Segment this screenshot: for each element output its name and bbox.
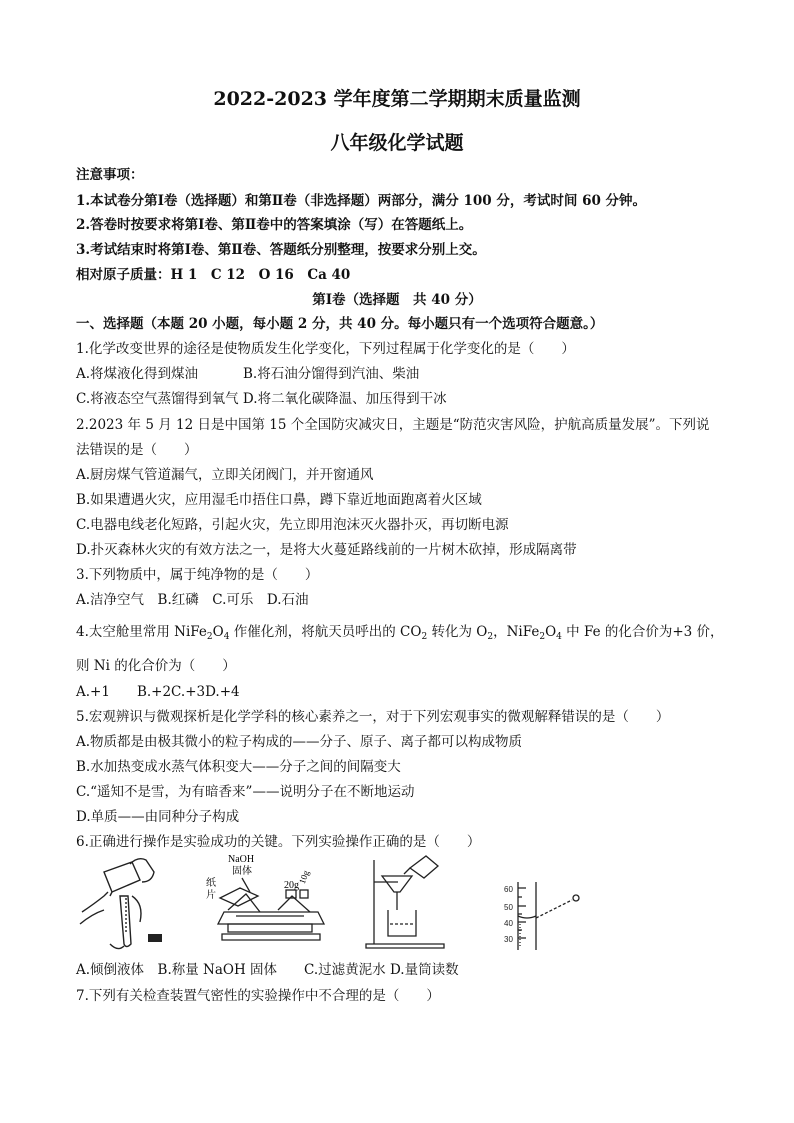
question-6-stem: 6.正确进行操作是实验成功的关键。下列实验操作正确的是（ ）: [76, 834, 481, 850]
question-2-stem-cont: 法错误的是（ ）: [76, 442, 198, 458]
question-1-stem: 1.化学改变世界的途径是使物质发生化学变化，下列过程属于化学变化的是（ ）: [76, 341, 575, 357]
exam-title: 2022-2023 学年度第二学期期末质量监测: [213, 88, 581, 110]
scale-40: 40: [504, 919, 513, 928]
question-5-option-d: D.单质——由同种分子构成: [76, 809, 240, 825]
scale-50: 50: [504, 903, 513, 912]
weight-10g-label: 10g: [296, 869, 312, 886]
question-2-option-d: D.扑灭森林火灾的有效方法之一，是将大火蔓延路线前的一片树木砍掉，形成隔离带: [76, 542, 577, 558]
question-5-stem: 5.宏观辨识与微观探析是化学学科的核心素养之一，对于下列宏观事实的微观解释错误的是（ ）: [76, 709, 670, 725]
notice-item: 1.本试卷分第Ⅰ卷（选择题）和第Ⅱ卷（非选择题）两部分，满分 100 分，考试时间 60 分钟。: [76, 193, 647, 209]
balance-illustration: [200, 850, 340, 950]
filtration-illustration: [360, 852, 450, 952]
figure-pouring-liquid: [74, 852, 174, 952]
section-instruction: 一、选择题（本题 20 小题，每小题 2 分，共 40 分。每小题只有一个选项符合题意。）: [76, 316, 604, 332]
notice-item: 2.答卷时按要求将第Ⅰ卷、第Ⅱ卷中的答案填涂（写）在答题纸上。: [76, 217, 473, 233]
question-1-option-a: A.将煤液化得到煤油: [76, 366, 199, 382]
pouring-liquid-illustration: [74, 852, 174, 952]
question-3-stem: 3.下列物质中，属于纯净物的是（ ）: [76, 567, 319, 583]
section-title: 第Ⅰ卷（选择题 共 40 分）: [312, 292, 482, 308]
question-5-option-c: C.“遥知不是雪，为有暗香来”——说明分子在不断地运动: [76, 784, 415, 800]
naoh-label: NaOH: [228, 854, 255, 865]
scale-60: 60: [504, 885, 513, 894]
question-4-stem: 4.太空舱里常用 $NiFe_2O_4$ 作催化剂，将航天员呼出的 $CO_2$ 转化为 $O_2$，$NiFe_2O_4$ 中 Fe 的化合价为+3 价，: [76, 624, 724, 642]
paper-label-1: 纸: [206, 878, 216, 889]
figure-balance: [200, 850, 340, 950]
exam-subtitle: 八年级化学试题: [330, 132, 464, 154]
question-5-option-a: A.物质都是由极其微小的粒子构成的——分子、原子、离子都可以构成物质: [76, 734, 523, 750]
notice-item: 3.考试结束时将第Ⅰ卷、第Ⅱ卷、答题纸分别整理，按要求分别上交。: [76, 242, 486, 258]
figure-filtration: [360, 852, 450, 952]
paper-label-2: 片: [206, 890, 216, 901]
question-2-option-c: C.电器电线老化短路，引起火灾，先立即用泡沫灭火器扑灭，再切断电源: [76, 517, 509, 533]
atomic-mass-line: 相对原子质量：H 1 C 12 O 16 Ca 40: [76, 267, 351, 283]
question-2-stem: 2.2023 年 5 月 12 日是中国第 15 个全国防灾减灾日，主题是“防范灾害风险，护航高质量发展”。下列说: [76, 417, 710, 433]
cylinder-illustration: [500, 880, 600, 952]
question-4-options: A.+1 B.+2C.+3D.+4: [76, 684, 240, 700]
scale-30: 30: [504, 935, 513, 944]
figure-cylinder-reading: [500, 880, 600, 952]
question-2-option-a: A.厨房煤气管道漏气，立即关闭阀门，并开窗通风: [76, 467, 374, 483]
question-7-stem: 7.下列有关检查装置气密性的实验操作中不合理的是（ ）: [76, 988, 440, 1004]
solid-label: 固体: [232, 866, 252, 877]
question-1-option-b: B.将石油分馏得到汽油、柴油: [243, 366, 420, 382]
question-6-options: A.倾倒液体 B.称量 NaOH 固体 C.过滤黄泥水 D.量筒读数: [76, 962, 459, 978]
question-1-option-cd: C.将液态空气蒸馏得到氧气 D.将二氧化碳降温、加压得到干冰: [76, 391, 447, 407]
question-4-stem-cont: 则 Ni 的化合价为（ ）: [76, 658, 236, 674]
notice-heading: 注意事项：: [76, 167, 144, 183]
question-2-option-b: B.如果遭遇火灾，应用湿毛巾捂住口鼻，蹲下靠近地面跑离着火区域: [76, 492, 482, 508]
weight-20g-label: 20g: [284, 880, 299, 891]
question-3-options: A.洁净空气 B.红磷 C.可乐 D.石油: [76, 592, 309, 608]
question-5-option-b: B.水加热变成水蒸气体积变大——分子之间的间隔变大: [76, 759, 401, 775]
